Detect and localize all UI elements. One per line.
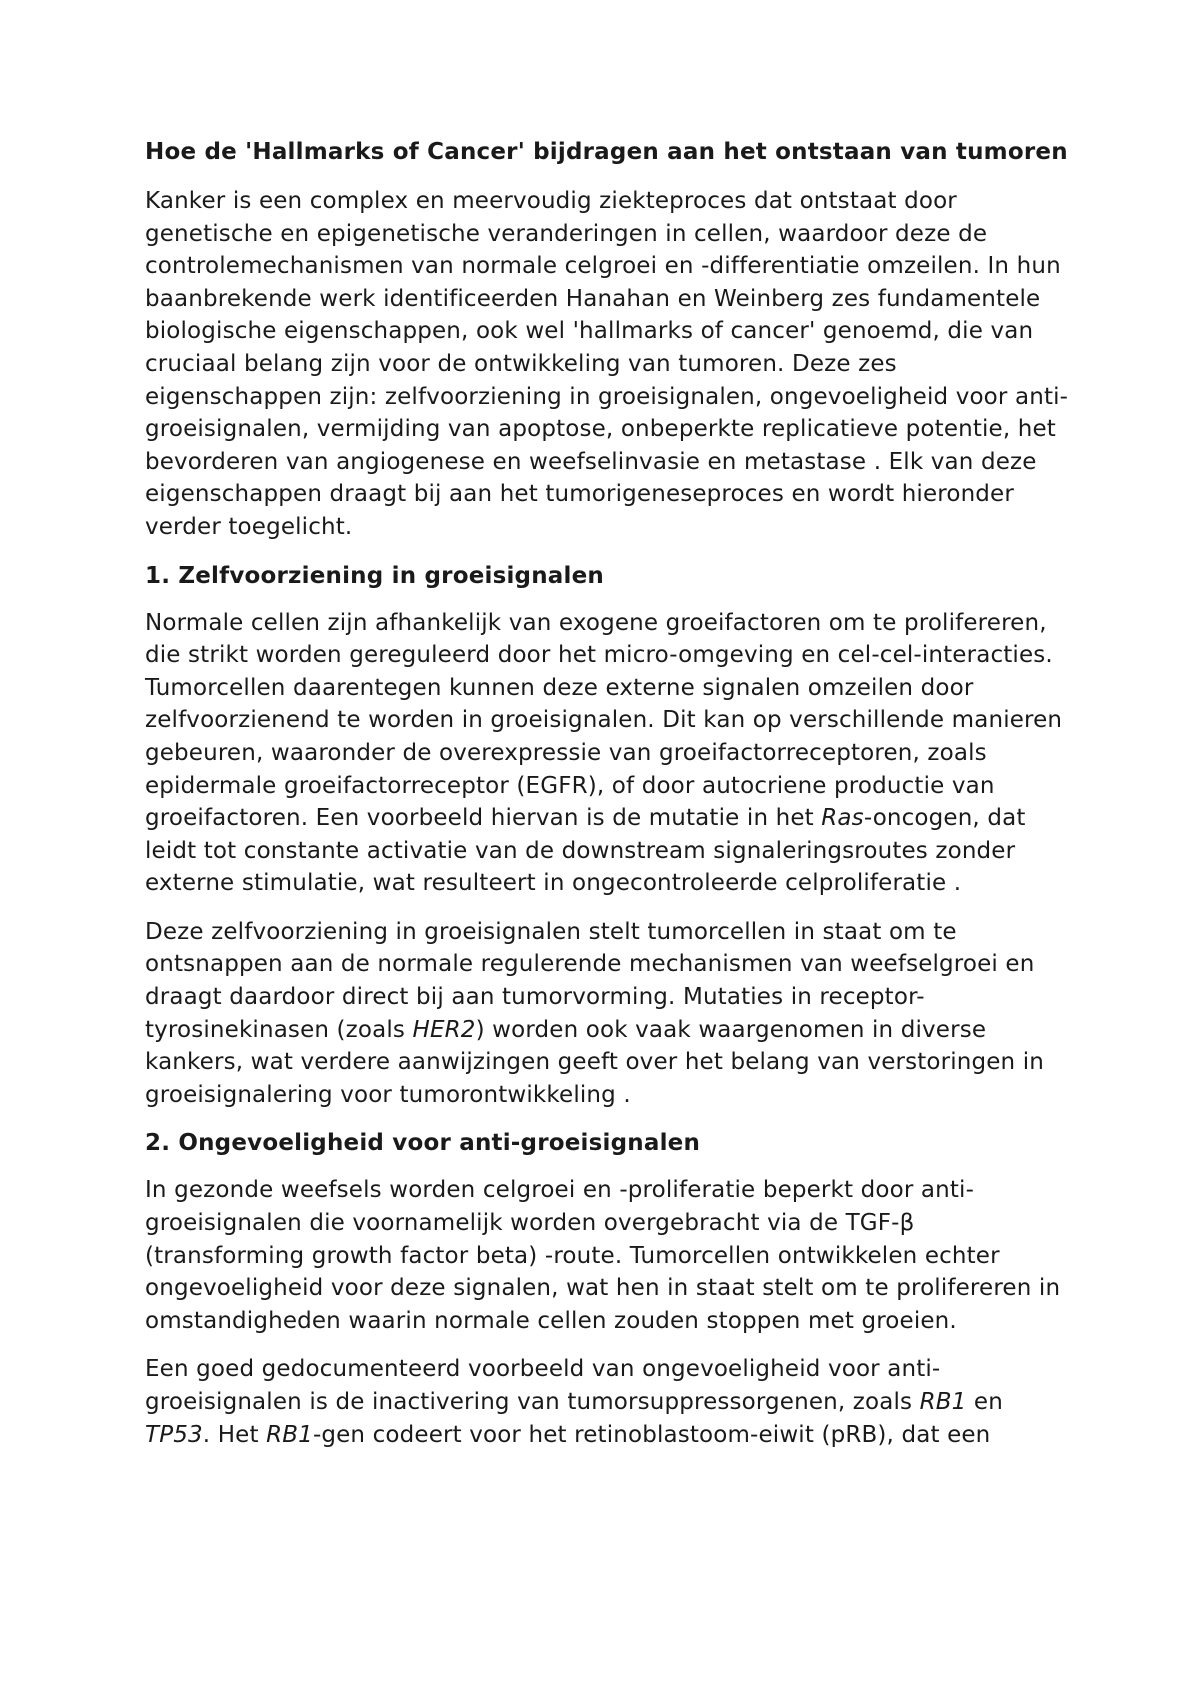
text-run: -oncogen, dat leidt tot constante activatie van de downstream signaleringsroutes zonder externe stimulatie, wat resulteert in ongecontroleerde celproliferatie . bbox=[145, 805, 1026, 897]
gene-name: RB1 bbox=[919, 1389, 967, 1415]
gene-name: HER2 bbox=[412, 1016, 476, 1043]
section-1-paragraph-1 bbox=[145, 607, 1075, 900]
gene-name: TP53 bbox=[145, 1421, 203, 1448]
section-1-heading: 1. Zelfvoorziening in groeisignalen bbox=[145, 562, 604, 589]
text-run: Deze zelfvoorziening in groeisignalen stelt tumorcellen in staat om te ontsnappen aan de normale regulerende mechanismen van weefselgroei en draagt daardoor direct bij aan tumorvorming. Mutaties in receptor-tyrosinekinasen (zoals bbox=[145, 918, 1035, 1043]
gene-name: RB1 bbox=[266, 1421, 313, 1448]
document-page bbox=[145, 136, 1075, 1467]
text-run: . Het bbox=[202, 1421, 267, 1448]
text-run: Een goed gedocumenteerd voorbeeld van ongevoeligheid voor anti-groeisignalen is de inactivering van tumorsuppressorgenen, zoals bbox=[145, 1356, 941, 1415]
section-2-paragraph-2 bbox=[145, 1353, 1075, 1451]
text-run: en bbox=[966, 1389, 1003, 1415]
text-run: -gen codeert voor het retinoblastoom-eiwit (pRB), dat een bbox=[312, 1421, 991, 1448]
text-run: ) worden ook vaak waargenomen in diverse kankers, wat verdere aanwijzingen geeft over het belang van verstoringen in groeisignalering voor tumorontwikkeling . bbox=[145, 1016, 1045, 1108]
intro-paragraph: Kanker is een complex en meervoudig ziekteproces dat ontstaat door genetische en epigenetische veranderingen in cellen, waardoor deze de controlemechanismen van normale celgroei en -differentiatie omzeilen. In hun baanbrekende werk identificeerden Hanahan en Weinberg zes fundamentele biologische eigenschappen, ook wel 'hallmarks of cancer' genoemd, die van cruciaal belang zijn voor de ontwikkeling van tumoren. Deze zes eigenschappen zijn: zelfvoorziening in groeisignalen, ongevoeligheid voor anti-groeisignalen, vermijding van apoptose, onbeperkte replicatieve potentie, het bevorderen van angiogenese en weefselinvasie en metastase . Elk van deze eigenschappen draagt bij aan het tumorigeneseproces en wordt hieronder verder toegelicht. bbox=[145, 188, 1069, 540]
document-title: Hoe de 'Hallmarks of Cancer' bijdragen aan het ontstaan van tumoren bbox=[145, 139, 1068, 165]
gene-name: Ras bbox=[821, 805, 864, 832]
section-1-paragraph-2 bbox=[145, 916, 1075, 1112]
text-run: Normale cellen zijn afhankelijk van exogene groeifactoren om te prolifereren, die strikt worden gereguleerd door het micro-omgeving en cel-cel-interacties. Tumorcellen daarentegen kunnen deze externe signalen omzeilen door zelfvoorzienend te worden in groeisignalen. Dit kan op verschillende manieren gebeuren, waaronder de overexpressie van groeifactorreceptoren, zoals epidermale groeifactorreceptor (EGFR), of door autocriene productie van groeifactoren. Een voorbeeld hiervan is de mutatie in het bbox=[145, 609, 1063, 832]
section-2-paragraph-1: In gezonde weefsels worden celgroei en -proliferatie beperkt door anti-groeisignalen die voornamelijk worden overgebracht via de TGF-β (transforming growth factor beta) -route. Tumorcellen ontwikkelen echter ongevoeligheid voor deze signalen, wat hen in staat stelt om te prolifereren in omstandigheden waarin normale cellen zouden stoppen met groeien. bbox=[145, 1177, 1061, 1334]
section-2-heading: 2. Ongevoeligheid voor anti-groeisignalen bbox=[145, 1130, 701, 1157]
